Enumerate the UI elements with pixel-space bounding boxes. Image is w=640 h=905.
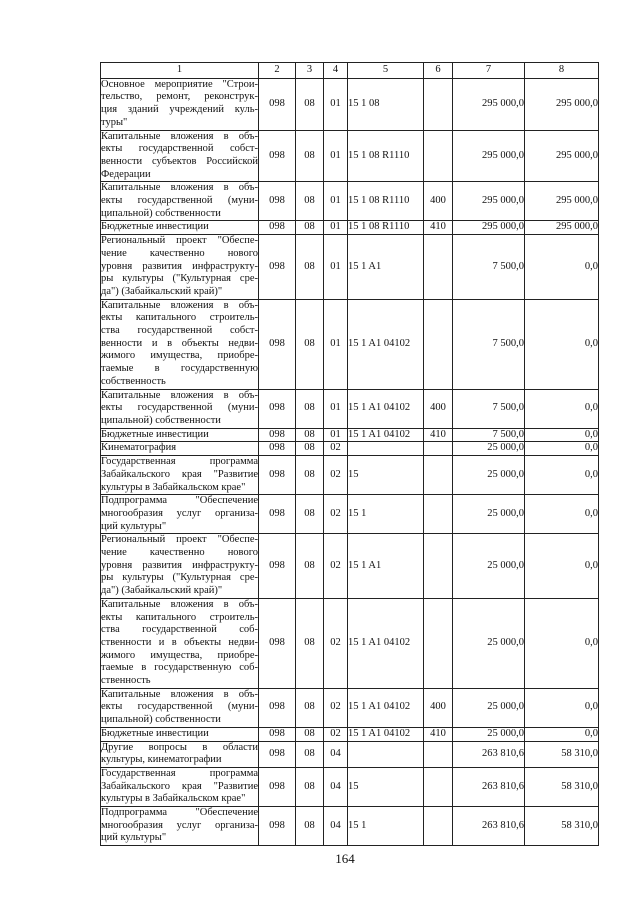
amount-1-cell: 25 000,0	[453, 688, 525, 727]
item-name-line: екты государственной (муни-	[101, 195, 258, 207]
item-name-line: уровня развития инфраструкту-	[101, 260, 258, 272]
item-name-cell	[101, 428, 259, 442]
item-name-line: многообразия услуг организа-	[101, 507, 258, 519]
target-article-cell: 15 1 A1 04102	[348, 688, 424, 727]
target-article-cell: 15 1 A1 04102	[348, 727, 424, 741]
column-header-1: 1	[101, 63, 259, 79]
section-code-cell: 08	[296, 807, 324, 846]
item-name-line: ция зданий учреждений куль-	[101, 104, 258, 116]
item-name-line: Бюджетные инвестиции	[101, 428, 209, 440]
item-name-line: Бюджетные инвестиции	[101, 727, 209, 739]
column-header-7: 7	[453, 63, 525, 79]
expense-type-cell: 410	[424, 428, 453, 442]
amount-2-cell: 0,0	[525, 456, 599, 495]
target-article-cell: 15 1 08 R1110	[348, 182, 424, 221]
item-name-line: ры культуры ("Культурная сре-	[101, 572, 258, 584]
target-article-cell: 15 1 A1 04102	[348, 428, 424, 442]
item-name-cell	[101, 221, 259, 235]
amount-2-cell: 58 310,0	[525, 741, 599, 767]
section-code-cell: 08	[296, 389, 324, 428]
expense-type-cell: 400	[424, 389, 453, 428]
section-code-cell: 08	[296, 78, 324, 130]
expense-type-cell: 410	[424, 727, 453, 741]
page-number: 164	[335, 851, 355, 866]
expense-type-cell	[424, 495, 453, 534]
ministry-code-cell: 098	[259, 807, 296, 846]
column-header-5: 5	[348, 63, 424, 79]
amount-2-cell: 0,0	[525, 299, 599, 389]
subsection-code-cell: 01	[324, 428, 348, 442]
expense-type-cell	[424, 130, 453, 182]
amount-2-cell: 295 000,0	[525, 182, 599, 221]
table-row	[101, 598, 599, 688]
item-name-line: да") (Забайкальский край)"	[101, 285, 223, 297]
expense-type-cell	[424, 299, 453, 389]
ministry-code-cell: 098	[259, 389, 296, 428]
item-name-line: Государственная программа	[101, 456, 258, 468]
ministry-code-cell: 098	[259, 534, 296, 599]
item-name-line: тельство, ремонт, реконструк-	[101, 91, 258, 103]
item-name-line: Государственная программа	[101, 767, 258, 779]
subsection-code-cell: 04	[324, 807, 348, 846]
column-header-2: 2	[259, 63, 296, 79]
section-code-cell: 08	[296, 727, 324, 741]
item-name-line: Федерации	[101, 168, 151, 180]
expense-type-cell	[424, 235, 453, 300]
table-row	[101, 389, 599, 428]
item-name-line: Забайкальского края "Развитие	[101, 468, 258, 480]
item-name-line: ций культуры"	[101, 520, 167, 532]
item-name-line: таемые в государственную соб-	[101, 662, 258, 674]
column-header-6: 6	[424, 63, 453, 79]
item-name-cell	[101, 456, 259, 495]
ministry-code-cell: 098	[259, 741, 296, 767]
section-code-cell: 08	[296, 299, 324, 389]
item-name-line: таемые в государственную	[101, 363, 258, 375]
table-header-row	[101, 63, 599, 79]
item-name-line: да") (Забайкальский край)"	[101, 585, 223, 597]
table-row	[101, 130, 599, 182]
column-header-4: 4	[324, 63, 348, 79]
subsection-code-cell: 01	[324, 235, 348, 300]
subsection-code-cell: 01	[324, 221, 348, 235]
section-code-cell: 08	[296, 456, 324, 495]
ministry-code-cell: 098	[259, 598, 296, 688]
amount-1-cell: 295 000,0	[453, 221, 525, 235]
item-name-line: чение качественно нового	[101, 247, 258, 259]
table-row	[101, 495, 599, 534]
item-name-line: Подпрограмма "Обеспечение	[101, 807, 258, 819]
section-code-cell: 08	[296, 495, 324, 534]
section-code-cell: 08	[296, 534, 324, 599]
ministry-code-cell: 098	[259, 428, 296, 442]
table-row	[101, 807, 599, 846]
subsection-code-cell: 02	[324, 598, 348, 688]
target-article-cell: 15 1	[348, 495, 424, 534]
amount-2-cell: 0,0	[525, 495, 599, 534]
item-name-line: Забайкальского края "Развитие	[101, 780, 258, 792]
subsection-code-cell: 01	[324, 389, 348, 428]
amount-1-cell: 7 500,0	[453, 428, 525, 442]
ministry-code-cell: 098	[259, 235, 296, 300]
section-code-cell: 08	[296, 741, 324, 767]
item-name-line: екты капитального строитель-	[101, 611, 258, 623]
expense-type-cell: 400	[424, 688, 453, 727]
item-name-cell	[101, 130, 259, 182]
item-name-cell	[101, 299, 259, 389]
item-name-cell	[101, 389, 259, 428]
item-name-line: венности и в объекты недви-	[101, 337, 258, 349]
item-name-line: венности субъектов Российской	[101, 155, 258, 167]
amount-1-cell: 295 000,0	[453, 130, 525, 182]
target-article-cell: 15 1 A1 04102	[348, 598, 424, 688]
item-name-line: туры"	[101, 116, 128, 128]
amount-2-cell: 0,0	[525, 598, 599, 688]
amount-2-cell: 0,0	[525, 235, 599, 300]
amount-1-cell: 25 000,0	[453, 727, 525, 741]
section-code-cell: 08	[296, 182, 324, 221]
item-name-cell	[101, 442, 259, 456]
item-name-line: Капитальные вложения в объ-	[101, 598, 258, 610]
item-name-line: культуры в Забайкальском крае"	[101, 793, 246, 805]
item-name-line: Региональный проект "Обеспе-	[101, 235, 258, 247]
table-row	[101, 688, 599, 727]
amount-2-cell: 295 000,0	[525, 221, 599, 235]
subsection-code-cell: 01	[324, 130, 348, 182]
amount-1-cell: 25 000,0	[453, 495, 525, 534]
item-name-line: Капитальные вложения в объ-	[101, 182, 258, 194]
item-name-line: ций культуры"	[101, 832, 167, 844]
item-name-line: Другие вопросы в области	[101, 741, 258, 753]
item-name-line: ципальной) собственности	[101, 414, 221, 426]
item-name-cell	[101, 534, 259, 599]
item-name-cell	[101, 598, 259, 688]
item-name-line: Кинематография	[101, 442, 177, 454]
table-row	[101, 182, 599, 221]
item-name-cell	[101, 78, 259, 130]
target-article-cell: 15 1 A1	[348, 534, 424, 599]
expense-type-cell	[424, 442, 453, 456]
amount-1-cell: 263 810,6	[453, 767, 525, 806]
budget-table	[100, 62, 599, 846]
subsection-code-cell: 04	[324, 767, 348, 806]
item-name-cell	[101, 235, 259, 300]
item-name-line: Бюджетные инвестиции	[101, 221, 209, 233]
target-article-cell	[348, 741, 424, 767]
subsection-code-cell: 02	[324, 534, 348, 599]
ministry-code-cell: 098	[259, 767, 296, 806]
amount-1-cell: 295 000,0	[453, 182, 525, 221]
expense-type-cell	[424, 78, 453, 130]
amount-1-cell: 7 500,0	[453, 389, 525, 428]
target-article-cell: 15 1 08 R1110	[348, 130, 424, 182]
subsection-code-cell: 02	[324, 495, 348, 534]
item-name-line: екты капитального строитель-	[101, 312, 258, 324]
table-row	[101, 534, 599, 599]
ministry-code-cell: 098	[259, 442, 296, 456]
item-name-line: многообразия услуг организа-	[101, 819, 258, 831]
subsection-code-cell: 02	[324, 456, 348, 495]
item-name-line: Региональный проект "Обеспе-	[101, 534, 258, 546]
amount-1-cell: 25 000,0	[453, 534, 525, 599]
table-row	[101, 442, 599, 456]
section-code-cell: 08	[296, 688, 324, 727]
subsection-code-cell: 01	[324, 182, 348, 221]
target-article-cell	[348, 442, 424, 456]
table-row	[101, 767, 599, 806]
target-article-cell: 15 1 A1 04102	[348, 389, 424, 428]
amount-2-cell: 58 310,0	[525, 807, 599, 846]
subsection-code-cell: 02	[324, 727, 348, 741]
column-header-3: 3	[296, 63, 324, 79]
item-name-line: жимого имущества, приобре-	[101, 350, 258, 362]
table-body	[101, 78, 599, 845]
item-name-cell	[101, 807, 259, 846]
ministry-code-cell: 098	[259, 130, 296, 182]
ministry-code-cell: 098	[259, 182, 296, 221]
amount-2-cell: 0,0	[525, 688, 599, 727]
item-name-line: культуры, кинематографии	[101, 754, 222, 766]
item-name-line: чение качественно нового	[101, 547, 258, 559]
expense-type-cell	[424, 534, 453, 599]
item-name-cell	[101, 688, 259, 727]
expense-type-cell	[424, 456, 453, 495]
item-name-line: жимого имущества, приобре-	[101, 649, 258, 661]
subsection-code-cell: 01	[324, 78, 348, 130]
amount-1-cell: 7 500,0	[453, 299, 525, 389]
amount-1-cell: 25 000,0	[453, 456, 525, 495]
ministry-code-cell: 098	[259, 221, 296, 235]
item-name-line: Капитальные вложения в объ-	[101, 299, 258, 311]
expense-type-cell	[424, 598, 453, 688]
target-article-cell: 15 1 A1 04102	[348, 299, 424, 389]
ministry-code-cell: 098	[259, 456, 296, 495]
amount-2-cell: 295 000,0	[525, 78, 599, 130]
ministry-code-cell: 098	[259, 78, 296, 130]
section-code-cell: 08	[296, 598, 324, 688]
item-name-cell	[101, 767, 259, 806]
target-article-cell: 15 1 08	[348, 78, 424, 130]
item-name-line: ственности и в объекты недви-	[101, 636, 258, 648]
expense-type-cell	[424, 807, 453, 846]
amount-1-cell: 7 500,0	[453, 235, 525, 300]
amount-1-cell: 295 000,0	[453, 78, 525, 130]
item-name-line: ства государственной собст-	[101, 325, 258, 337]
section-code-cell: 08	[296, 235, 324, 300]
item-name-line: Капитальные вложения в объ-	[101, 688, 258, 700]
target-article-cell: 15 1 A1	[348, 235, 424, 300]
section-code-cell: 08	[296, 130, 324, 182]
item-name-line: Капитальные вложения в объ-	[101, 130, 258, 142]
table-row	[101, 727, 599, 741]
expense-type-cell	[424, 767, 453, 806]
table-row	[101, 235, 599, 300]
target-article-cell: 15 1	[348, 807, 424, 846]
section-code-cell: 08	[296, 442, 324, 456]
table-row	[101, 741, 599, 767]
amount-1-cell: 25 000,0	[453, 442, 525, 456]
item-name-line: ципальной) собственности	[101, 714, 221, 726]
section-code-cell: 08	[296, 221, 324, 235]
section-code-cell: 08	[296, 767, 324, 806]
ministry-code-cell: 098	[259, 688, 296, 727]
item-name-line: ципальной) собственности	[101, 207, 221, 219]
ministry-code-cell: 098	[259, 727, 296, 741]
expense-type-cell	[424, 741, 453, 767]
item-name-line: Подпрограмма "Обеспечение	[101, 495, 258, 507]
section-code-cell: 08	[296, 428, 324, 442]
item-name-cell	[101, 741, 259, 767]
target-article-cell: 15	[348, 456, 424, 495]
amount-2-cell: 0,0	[525, 389, 599, 428]
subsection-code-cell: 02	[324, 688, 348, 727]
amount-2-cell: 0,0	[525, 442, 599, 456]
item-name-line: Основное мероприятие "Строи-	[101, 78, 258, 90]
item-name-cell	[101, 727, 259, 741]
table-row	[101, 428, 599, 442]
subsection-code-cell: 02	[324, 442, 348, 456]
item-name-line: собственность	[101, 375, 166, 387]
amount-2-cell: 0,0	[525, 727, 599, 741]
table-row	[101, 78, 599, 130]
amount-2-cell: 0,0	[525, 428, 599, 442]
expense-type-cell: 400	[424, 182, 453, 221]
amount-1-cell: 263 810,6	[453, 807, 525, 846]
item-name-line: ры культуры ("Культурная сре-	[101, 273, 258, 285]
item-name-line: культуры в Забайкальском крае"	[101, 481, 246, 493]
amount-1-cell: 263 810,6	[453, 741, 525, 767]
amount-2-cell: 58 310,0	[525, 767, 599, 806]
item-name-line: Капитальные вложения в объ-	[101, 389, 258, 401]
target-article-cell: 15	[348, 767, 424, 806]
subsection-code-cell: 01	[324, 299, 348, 389]
expense-type-cell: 410	[424, 221, 453, 235]
item-name-line: екты государственной (муни-	[101, 701, 258, 713]
item-name-line: екты государственной (муни-	[101, 402, 258, 414]
table-row	[101, 221, 599, 235]
table-row	[101, 456, 599, 495]
item-name-cell	[101, 495, 259, 534]
amount-2-cell: 0,0	[525, 534, 599, 599]
subsection-code-cell: 04	[324, 741, 348, 767]
ministry-code-cell: 098	[259, 299, 296, 389]
amount-1-cell: 25 000,0	[453, 598, 525, 688]
item-name-cell	[101, 182, 259, 221]
column-header-8: 8	[525, 63, 599, 79]
item-name-line: уровня развития инфраструкту-	[101, 559, 258, 571]
target-article-cell: 15 1 08 R1110	[348, 221, 424, 235]
item-name-line: ственность	[101, 675, 151, 687]
item-name-line: екты государственной собст-	[101, 143, 258, 155]
table-row	[101, 299, 599, 389]
amount-2-cell: 295 000,0	[525, 130, 599, 182]
item-name-line: ства государственной соб-	[101, 624, 258, 636]
ministry-code-cell: 098	[259, 495, 296, 534]
